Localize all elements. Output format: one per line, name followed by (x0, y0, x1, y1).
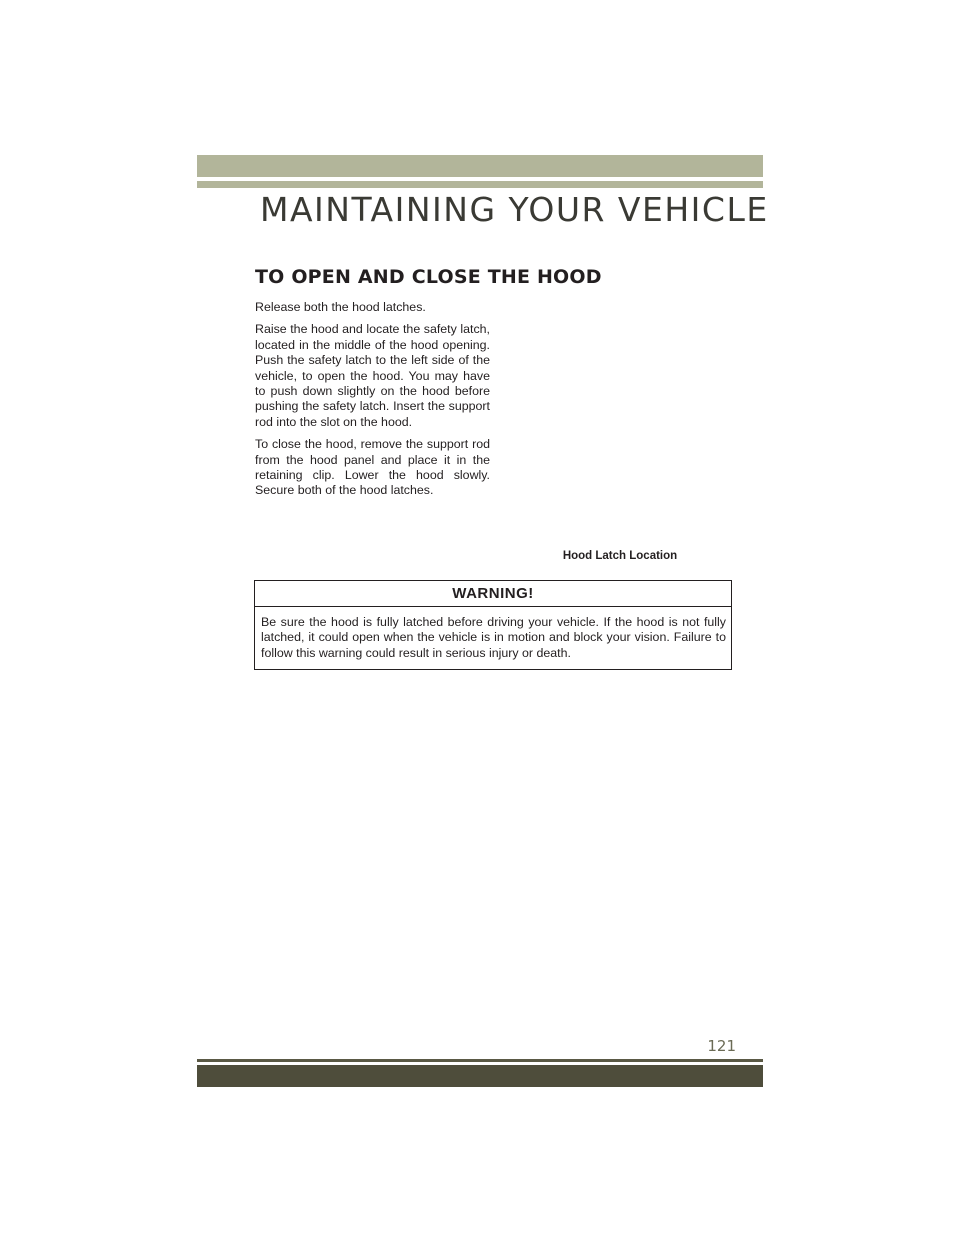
header-band (197, 155, 763, 177)
warning-title: WARNING! (255, 581, 731, 607)
footer-rule (197, 1059, 763, 1062)
header-rule (197, 181, 763, 188)
figure-caption: Hood Latch Location (562, 550, 678, 562)
footer-band (197, 1065, 763, 1087)
warning-box (254, 580, 732, 670)
paragraph: Raise the hood and locate the safety latch, located in the middle of the hood opening. Push the safety latch to the left side of the vehicle, to open the hood. You may have to push down slightly on the hood before pushing the safety latch. Insert the support rod into the slot on the hood. (255, 322, 490, 429)
body-column (255, 300, 490, 506)
warning-text: Be sure the hood is fully latched before driving your vehicle. If the hood is not fully latched, it could open when the vehicle is in motion and block your vision. Failure to follow this warning could result in serious injury or death. (261, 615, 726, 660)
paragraph: Release both the hood latches. (255, 300, 426, 314)
subhead: TO OPEN AND CLOSE THE HOOD (255, 266, 602, 288)
page-number: 121 (707, 1037, 736, 1055)
paragraph: To close the hood, remove the support rod from the hood panel and place it in the retaining clip. Lower the hood slowly. Secure both of the hood latches. (255, 437, 490, 498)
section-title: MAINTAINING YOUR VEHICLE (260, 190, 769, 229)
